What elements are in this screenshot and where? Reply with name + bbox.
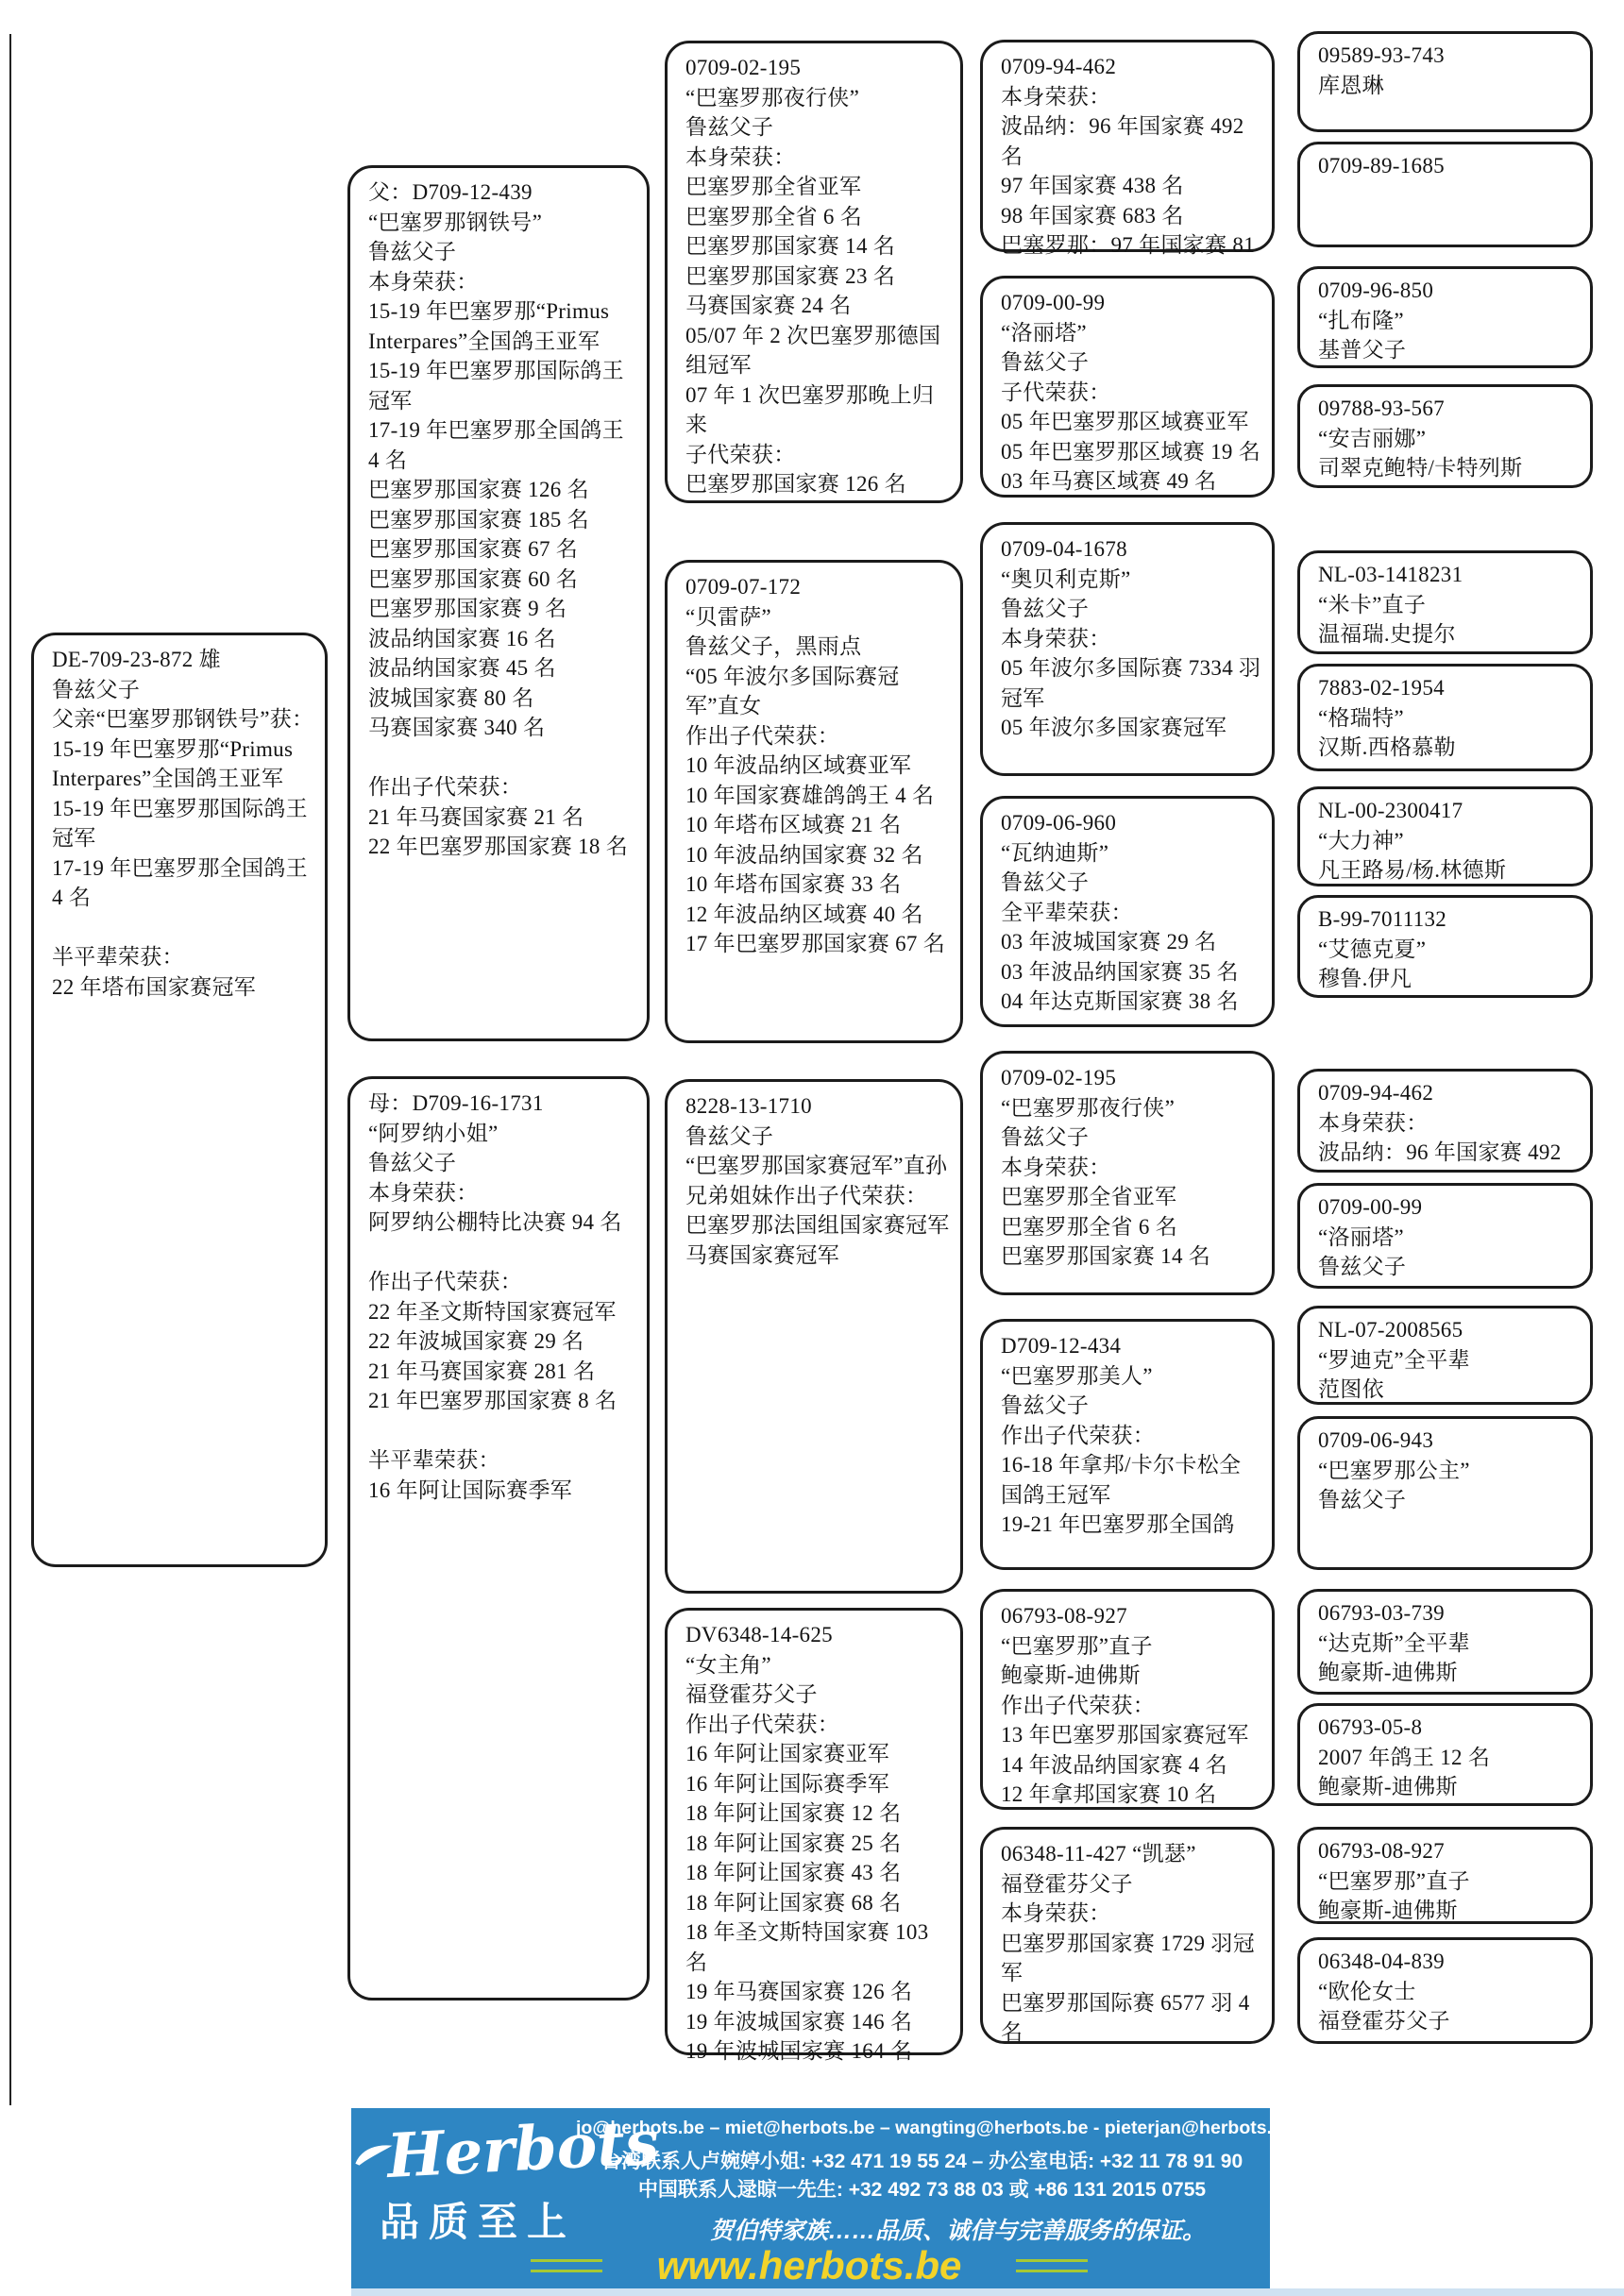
pedigree-line: NL-03-1418231 bbox=[1318, 563, 1463, 586]
pedigree-line: “格瑞特” bbox=[1318, 705, 1404, 730]
pedigree-box-gen4-4 bbox=[1297, 384, 1593, 488]
pedigree-line: 16 年阿让国际赛季军 bbox=[685, 1771, 890, 1796]
pedigree-line: 0709-94-462 bbox=[1001, 55, 1117, 78]
divider-line-right bbox=[1016, 2259, 1088, 2272]
pedigree-line: 18 年阿让国家赛 68 名 bbox=[685, 1890, 902, 1915]
pedigree-line: 本身荣获： bbox=[685, 144, 796, 169]
page-left-border-line bbox=[9, 34, 11, 2105]
pedigree-line: 子代荣获： bbox=[1001, 380, 1111, 404]
pedigree-line: 0709-00-99 bbox=[1001, 291, 1106, 314]
pedigree-line: 0709-89-1685 bbox=[1318, 154, 1445, 177]
pedigree-line: 巴塞罗那法国组国家赛冠军 bbox=[685, 1213, 950, 1237]
pedigree-line: 巴塞罗那国家赛 60 名 bbox=[368, 566, 579, 591]
pedigree-line: 鲁兹父子 bbox=[1001, 870, 1090, 894]
website-row bbox=[531, 2242, 1088, 2289]
pedigree-box-greatgrandparent-5 bbox=[980, 1051, 1275, 1295]
pedigree-line: 鲁兹父子 bbox=[1318, 1488, 1407, 1511]
pedigree-line: 06348-11-427 “凯瑟” bbox=[1001, 1842, 1196, 1866]
pedigree-line: 温福瑞.史提尔 bbox=[1318, 622, 1456, 646]
contact-china: 中国联系人逯晾一先生: +32 492 73 88 03 或 +86 131 2015 0755 bbox=[637, 2179, 1207, 2201]
pedigree-line: NL-00-2300417 bbox=[1318, 799, 1463, 822]
pedigree-line: 0709-07-172 bbox=[685, 575, 802, 599]
pedigree-line: 凡王路易/杨.林德斯 bbox=[1318, 858, 1507, 882]
pedigree-line: 鲁兹父子，黑雨点 bbox=[685, 634, 862, 658]
website-url: www.herbots.be bbox=[656, 2243, 962, 2288]
pedigree-line: 本身荣获： bbox=[1001, 626, 1111, 650]
pedigree-line: 16 年阿让国际赛季军 bbox=[368, 1477, 573, 1502]
pedigree-line: 鲁兹父子 bbox=[52, 677, 141, 701]
pedigree-box-father bbox=[347, 165, 650, 1041]
pedigree-line: 子代荣获： bbox=[685, 442, 796, 466]
pedigree-line: 福登霍芬父子 bbox=[1318, 2009, 1450, 2033]
pedigree-line: “米卡”直子 bbox=[1318, 592, 1427, 616]
feather-icon bbox=[352, 2141, 396, 2171]
pedigree-line: 0709-02-195 bbox=[1001, 1066, 1117, 1089]
pedigree-line: 鲍豪斯-迪佛斯 bbox=[1318, 1661, 1458, 1684]
pedigree-line: 0709-04-1678 bbox=[1001, 537, 1127, 561]
pedigree-box-gen4-2 bbox=[1297, 142, 1593, 247]
pedigree-line: 07 年 1 次巴塞罗那晚上归来 bbox=[685, 382, 935, 436]
pedigree-line: “巴塞罗那国家赛冠军”直孙 bbox=[685, 1154, 948, 1177]
pedigree-line: D709-12-434 bbox=[1001, 1334, 1122, 1358]
pedigree-line: 19 年波城国家赛 146 名 bbox=[685, 2009, 913, 2034]
pedigree-line: 22 年圣文斯特国家赛冠军 bbox=[368, 1299, 617, 1324]
pedigree-line: DV6348-14-625 bbox=[685, 1623, 833, 1646]
pedigree-line: 波品纳国家赛 16 名 bbox=[368, 626, 556, 650]
pedigree-box-grandparent-3 bbox=[665, 1079, 963, 1594]
pedigree-line: 12 年拿邦国家赛 10 名 bbox=[1001, 1782, 1217, 1806]
pedigree-line: 范图依 bbox=[1318, 1377, 1384, 1401]
pedigree-box-grandparent-2 bbox=[665, 560, 963, 1043]
pedigree-line: 09788-93-567 bbox=[1318, 397, 1445, 420]
pedigree-line: 18 年阿让国家赛 43 名 bbox=[685, 1861, 902, 1884]
pedigree-line: 06793-03-739 bbox=[1318, 1601, 1445, 1625]
pedigree-line: 福登霍芬父子 bbox=[1001, 1871, 1133, 1896]
pedigree-box-grandparent-1 bbox=[665, 41, 963, 503]
pedigree-box-gen4-3 bbox=[1297, 266, 1593, 368]
pedigree-line: 鲁兹父子 bbox=[368, 240, 457, 263]
pedigree-line: 作出子代荣获： bbox=[368, 775, 523, 799]
pedigree-line: 15-19 年巴塞罗那国际鸽王冠军 bbox=[368, 359, 624, 413]
pedigree-line: 鲁兹父子 bbox=[1001, 350, 1090, 374]
pedigree-line: 波品纳：96 年国家赛 492 bbox=[1318, 1140, 1562, 1164]
pedigree-line: 巴塞罗那国际赛 6577 羽 4 名 bbox=[1001, 1990, 1250, 2044]
pedigree-box-greatgrandparent-8 bbox=[980, 1827, 1275, 2044]
pedigree-box-gen4-13 bbox=[1297, 1589, 1593, 1695]
pedigree-box-subject bbox=[31, 633, 328, 1567]
pedigree-line: 全平辈荣获： bbox=[1001, 900, 1133, 924]
pedigree-line: 10 年国家赛雄鸽鸽王 4 名 bbox=[685, 783, 935, 807]
pedigree-line: 21 年马赛国家赛 281 名 bbox=[368, 1359, 596, 1383]
pedigree-line: 05/07 年 2 次巴塞罗那德国组冠军 bbox=[685, 323, 941, 377]
pedigree-line: 波品纳：96 年国家赛 492 名 bbox=[1001, 114, 1244, 168]
pedigree-line: 汉斯.西格慕勒 bbox=[1318, 735, 1456, 759]
pedigree-line: 0709-02-195 bbox=[685, 56, 802, 79]
pedigree-line: 18 年阿让国家赛 25 名 bbox=[685, 1831, 902, 1855]
pedigree-line: “阿罗纳小姐” bbox=[368, 1121, 499, 1145]
pedigree-line: “欧伦女士 bbox=[1318, 1979, 1416, 2003]
pedigree-line: “奥贝利克斯” bbox=[1001, 566, 1131, 591]
pedigree-line bbox=[368, 743, 637, 773]
pedigree-line: 04 年达克斯国家赛 38 名 bbox=[1001, 989, 1239, 1013]
pedigree-line: 17-19 年巴塞罗那全国鸽王 4 名 bbox=[368, 418, 624, 472]
pedigree-line: 巴塞罗那全省亚军 bbox=[1001, 1185, 1177, 1208]
pedigree-box-grandparent-4 bbox=[665, 1608, 963, 2063]
pedigree-line: 10 年波品纳区域赛亚军 bbox=[685, 753, 912, 777]
pedigree-line: 鲁兹父子 bbox=[1001, 1125, 1090, 1149]
pedigree-line: 21 年马赛国家赛 21 名 bbox=[368, 804, 584, 829]
pedigree-line bbox=[368, 1416, 637, 1446]
pedigree-line: 17 年巴塞罗那国家赛 67 名 bbox=[685, 932, 946, 955]
pedigree-line: 兄弟姐妹作出子代荣获： bbox=[685, 1183, 928, 1207]
pedigree-line: 巴塞罗那国家赛 67 名 bbox=[368, 537, 579, 561]
pedigree-line: 21 年巴塞罗那国家赛 8 名 bbox=[368, 1389, 617, 1412]
pedigree-line: 鲁兹父子 bbox=[1001, 597, 1090, 620]
pedigree-line: “巴塞罗那公主” bbox=[1318, 1458, 1470, 1482]
footer-banner bbox=[351, 2107, 1294, 2296]
pedigree-line: 本身荣获： bbox=[1318, 1110, 1429, 1135]
pedigree-line: 03 年波品纳国家赛 35 名 bbox=[1001, 959, 1239, 984]
pedigree-box-gen4-10 bbox=[1297, 1183, 1593, 1289]
pedigree-line bbox=[52, 913, 315, 943]
pedigree-line: 22 年波城国家赛 29 名 bbox=[368, 1329, 584, 1353]
pedigree-line: 作出子代荣获： bbox=[685, 723, 840, 748]
quality-first-slogan: 品质至上 bbox=[380, 2200, 577, 2244]
pedigree-box-mother bbox=[347, 1076, 650, 2001]
pedigree-line: 05 年巴塞罗那区域赛亚军 bbox=[1001, 410, 1249, 433]
pedigree-line: “巴塞罗那”直子 bbox=[1001, 1633, 1153, 1658]
pedigree-line: 0709-06-960 bbox=[1001, 811, 1117, 835]
pedigree-line: “艾德克夏” bbox=[1318, 937, 1427, 961]
pedigree-line: “大力神” bbox=[1318, 828, 1404, 853]
pedigree-line: 97 年国家赛 438 名 bbox=[1001, 174, 1184, 197]
pedigree-line: 06348-04-839 bbox=[1318, 1950, 1445, 1973]
pedigree-line: “巴塞罗那夜行侠” bbox=[685, 85, 860, 110]
pedigree-line: B-99-7011132 bbox=[1318, 907, 1447, 931]
pedigree-line: 0709-00-99 bbox=[1318, 1195, 1423, 1219]
pedigree-line: “女主角” bbox=[685, 1652, 771, 1677]
pedigree-line: 作出子代荣获： bbox=[685, 1712, 840, 1736]
pedigree-line: 14 年波品纳国家赛 4 名 bbox=[1001, 1752, 1227, 1777]
pedigree-line: 03 年马赛区域赛 49 名 bbox=[1001, 469, 1217, 493]
pedigree-line: 马赛国家赛冠军 bbox=[685, 1242, 840, 1267]
pedigree-line: 06793-08-927 bbox=[1001, 1604, 1127, 1628]
pedigree-line: 巴塞罗那全省 6 名 bbox=[1001, 1214, 1177, 1239]
pedigree-line: “扎布隆” bbox=[1318, 308, 1404, 332]
pedigree-line: 19 年马赛国家赛 126 名 bbox=[685, 1980, 913, 2003]
pedigree-line: 鲍豪斯-迪佛斯 bbox=[1001, 1663, 1141, 1687]
pedigree-line: 16-18 年拿邦/卡尔卡松全国鸽王冠军 bbox=[1001, 1453, 1242, 1507]
logo-text: Herbots bbox=[385, 2107, 661, 2192]
pedigree-line: 0709-94-462 bbox=[1318, 1081, 1434, 1105]
pedigree-line: “巴塞罗那夜行侠” bbox=[1001, 1095, 1176, 1120]
pedigree-line: 巴塞罗那国家赛 1729 羽冠军 bbox=[1001, 1931, 1255, 1984]
pedigree-box-greatgrandparent-1 bbox=[980, 40, 1275, 257]
pedigree-line: “洛丽塔” bbox=[1318, 1224, 1404, 1249]
pedigree-line: 鲁兹父子 bbox=[685, 1123, 774, 1148]
pedigree-line: “巴塞罗那美人” bbox=[1001, 1363, 1153, 1388]
pedigree-line: 巴塞罗那国家赛 126 名 bbox=[685, 472, 906, 496]
pedigree-line: 作出子代荣获： bbox=[1001, 1423, 1156, 1447]
pedigree-box-gen4-15 bbox=[1297, 1827, 1593, 1924]
pedigree-line: 巴塞罗那全省亚军 bbox=[685, 175, 862, 198]
pedigree-line: 本身荣获： bbox=[368, 1180, 479, 1205]
pedigree-line: 05 年波尔多国家赛冠军 bbox=[1001, 716, 1227, 739]
pedigree-line: 05 年波尔多国际赛 7334 羽冠军 bbox=[1001, 656, 1261, 710]
pedigree-box-gen4-7 bbox=[1297, 786, 1593, 886]
pedigree-line: 半平辈荣获： bbox=[52, 945, 184, 969]
bottom-strip bbox=[351, 2288, 1624, 2296]
pedigree-line: 19-21 年巴塞罗那全国鸽 bbox=[1001, 1512, 1235, 1536]
pedigree-line: 阿罗纳公棚特比决赛 94 名 bbox=[368, 1210, 622, 1234]
pedigree-line: 7883-02-1954 bbox=[1318, 676, 1445, 700]
pedigree-line: 10 年塔布国家赛 33 名 bbox=[685, 872, 902, 896]
pedigree-line: 15-19 年巴塞罗那“Primus Interpares”全国鸽王亚军 bbox=[368, 299, 610, 353]
pedigree-line: 巴塞罗那国家赛 126 名 bbox=[368, 478, 589, 501]
pedigree-line: 库恩琳 bbox=[1318, 73, 1384, 97]
pedigree-line: 本身荣获： bbox=[1001, 1901, 1111, 1925]
pedigree-line: 19 年波城国家赛 164 名 bbox=[685, 2039, 913, 2063]
pedigree-box-gen4-11 bbox=[1297, 1306, 1593, 1405]
pedigree-line: 巴塞罗那国家赛 185 名 bbox=[368, 507, 589, 532]
contact-taiwan: 台湾联系人卢婉婷小姐: +32 471 19 55 24 – 办公室电话: +32 11 78 91 90 bbox=[601, 2151, 1243, 2172]
pedigree-line: 巴塞罗那国家赛 14 名 bbox=[685, 234, 896, 258]
pedigree-line: “05 年波尔多国际赛冠军”直女 bbox=[685, 664, 900, 718]
pedigree-box-greatgrandparent-7 bbox=[980, 1589, 1275, 1810]
pedigree-line: 13 年巴塞罗那国家赛冠军 bbox=[1001, 1723, 1249, 1747]
pedigree-line: 巴塞罗那国家赛 9 名 bbox=[368, 597, 567, 620]
pedigree-box-gen4-1 bbox=[1297, 31, 1593, 132]
pedigree-line: 16 年阿让国家赛亚军 bbox=[685, 1742, 890, 1765]
pedigree-line: 15-19 年巴塞罗那“Primus Interpares”全国鸽王亚军 bbox=[52, 736, 294, 790]
pedigree-line: 09589-93-743 bbox=[1318, 43, 1445, 67]
pedigree-line: 本身荣获： bbox=[368, 269, 479, 294]
pedigree-line: 本身荣获： bbox=[1001, 1155, 1111, 1179]
pedigree-line: “巴塞罗那钢铁号” bbox=[368, 210, 543, 234]
pedigree-line: “洛丽塔” bbox=[1001, 320, 1087, 345]
pedigree-line: “贝雷萨” bbox=[685, 604, 771, 629]
pedigree-line: 作出子代荣获： bbox=[368, 1270, 523, 1293]
pedigree-line: 半平辈荣获： bbox=[368, 1448, 500, 1472]
pedigree-line: 马赛国家赛 340 名 bbox=[368, 716, 546, 739]
pedigree-box-gen4-16 bbox=[1297, 1937, 1593, 2044]
pedigree-line: 鲁兹父子 bbox=[1318, 1255, 1407, 1278]
pedigree-line: 15-19 年巴塞罗那国际鸽王冠军 bbox=[52, 796, 308, 850]
pedigree-box-greatgrandparent-6 bbox=[980, 1319, 1275, 1570]
pedigree-line: 鲁兹父子 bbox=[368, 1151, 457, 1174]
pedigree-line: “巴塞罗那”直子 bbox=[1318, 1868, 1470, 1893]
pedigree-line: 母：D709-16-1731 bbox=[368, 1091, 544, 1115]
pedigree-line: “罗迪克”全平辈 bbox=[1318, 1347, 1470, 1372]
pedigree-line: 18 年阿让国家赛 12 名 bbox=[685, 1801, 902, 1825]
pedigree-line: 98 年国家赛 683 名 bbox=[1001, 203, 1184, 228]
pedigree-line: 18 年圣文斯特国家赛 103 名 bbox=[685, 1920, 929, 1974]
pedigree-line: 06793-08-927 bbox=[1318, 1839, 1445, 1863]
pedigree-box-gen4-12 bbox=[1297, 1416, 1593, 1570]
pedigree-line: 波城国家赛 80 名 bbox=[368, 685, 534, 710]
pedigree-line: 父亲“巴塞罗那钢铁号”获： bbox=[52, 707, 314, 731]
pedigree-line: NL-07-2008565 bbox=[1318, 1318, 1463, 1342]
pedigree-line: 05 年巴塞罗那区域赛 19 名 bbox=[1001, 439, 1261, 464]
pedigree-box-greatgrandparent-2 bbox=[980, 276, 1275, 498]
pedigree-line: 12 年波品纳区域赛 40 名 bbox=[685, 902, 923, 926]
pedigree-line: 作出子代荣获： bbox=[1001, 1693, 1156, 1717]
pedigree-box-gen4-5 bbox=[1297, 550, 1593, 654]
pedigree-line: 波品纳国家赛 45 名 bbox=[368, 656, 556, 680]
pedigree-line: 03 年波城国家赛 29 名 bbox=[1001, 930, 1217, 954]
pedigree-line: “安吉丽娜” bbox=[1318, 426, 1427, 450]
pedigree-line: 巴塞罗那全省 6 名 bbox=[685, 204, 862, 228]
pedigree-line: 巴塞罗那国家赛 14 名 bbox=[1001, 1244, 1211, 1268]
pedigree-line: 鲁兹父子 bbox=[1001, 1393, 1090, 1417]
pedigree-box-gen4-8 bbox=[1297, 895, 1593, 998]
pedigree-line: “达克斯”全平辈 bbox=[1318, 1630, 1470, 1655]
pedigree-line: 22 年巴塞罗那国家赛 18 名 bbox=[368, 835, 629, 858]
pedigree-line: 鲍豪斯-迪佛斯 bbox=[1318, 1899, 1458, 1922]
pedigree-line: 马赛国家赛 24 名 bbox=[685, 294, 852, 317]
pedigree-line: 鲁兹父子 bbox=[685, 115, 774, 139]
pedigree-line: 10 年波品纳国家赛 32 名 bbox=[685, 842, 923, 867]
pedigree-line: 司翠克鲍特/卡特列斯 bbox=[1318, 456, 1523, 480]
pedigree-line: 0709-06-943 bbox=[1318, 1428, 1434, 1452]
family-tagline: 贺伯特家族……品质、诚信与完善服务的保证。 bbox=[710, 2218, 1207, 2244]
pedigree-box-greatgrandparent-3 bbox=[980, 522, 1275, 776]
pedigree-line: DE-709-23-872 雄 bbox=[52, 648, 221, 671]
pedigree-line: 06793-05-8 bbox=[1318, 1715, 1423, 1739]
pedigree-line: 父：D709-12-439 bbox=[368, 180, 533, 204]
pedigree-box-gen4-14 bbox=[1297, 1703, 1593, 1806]
pedigree-line: 17-19 年巴塞罗那全国鸽王 4 名 bbox=[52, 855, 308, 909]
pedigree-line: 0709-96-850 bbox=[1318, 279, 1434, 302]
pedigree-line: 22 年塔布国家赛冠军 bbox=[52, 974, 257, 999]
pedigree-box-gen4-6 bbox=[1297, 664, 1593, 771]
pedigree-line: 穆鲁.伊凡 bbox=[1318, 967, 1413, 990]
pedigree-line: 8228-13-1710 bbox=[685, 1094, 812, 1118]
pedigree-line: 巴塞罗那国家赛 23 名 bbox=[685, 263, 896, 288]
pedigree-line bbox=[368, 1238, 637, 1268]
contact-emails: jo@herbots.be – miet@herbots.be – wangting@herbots.be - pieterjan@herbots.be bbox=[576, 2118, 1294, 2138]
herbots-logo bbox=[353, 2103, 661, 2201]
pedigree-line: “瓦纳迪斯” bbox=[1001, 840, 1109, 865]
pedigree-line: 巴塞罗那：97 年国家赛 81 bbox=[1001, 233, 1255, 257]
pedigree-line: 10 年塔布区域赛 21 名 bbox=[685, 813, 902, 836]
pedigree-box-greatgrandparent-4 bbox=[980, 796, 1275, 1027]
pedigree-line: 2007 年鸽王 12 名 bbox=[1318, 1745, 1491, 1769]
pedigree-line: 福登霍芬父子 bbox=[685, 1682, 818, 1706]
pedigree-line: 基普父子 bbox=[1318, 338, 1407, 362]
pedigree-line: 本身荣获： bbox=[1001, 84, 1111, 109]
pedigree-line: 鲍豪斯-迪佛斯 bbox=[1318, 1775, 1458, 1798]
divider-line-left bbox=[531, 2259, 602, 2272]
pedigree-box-gen4-9 bbox=[1297, 1069, 1593, 1173]
